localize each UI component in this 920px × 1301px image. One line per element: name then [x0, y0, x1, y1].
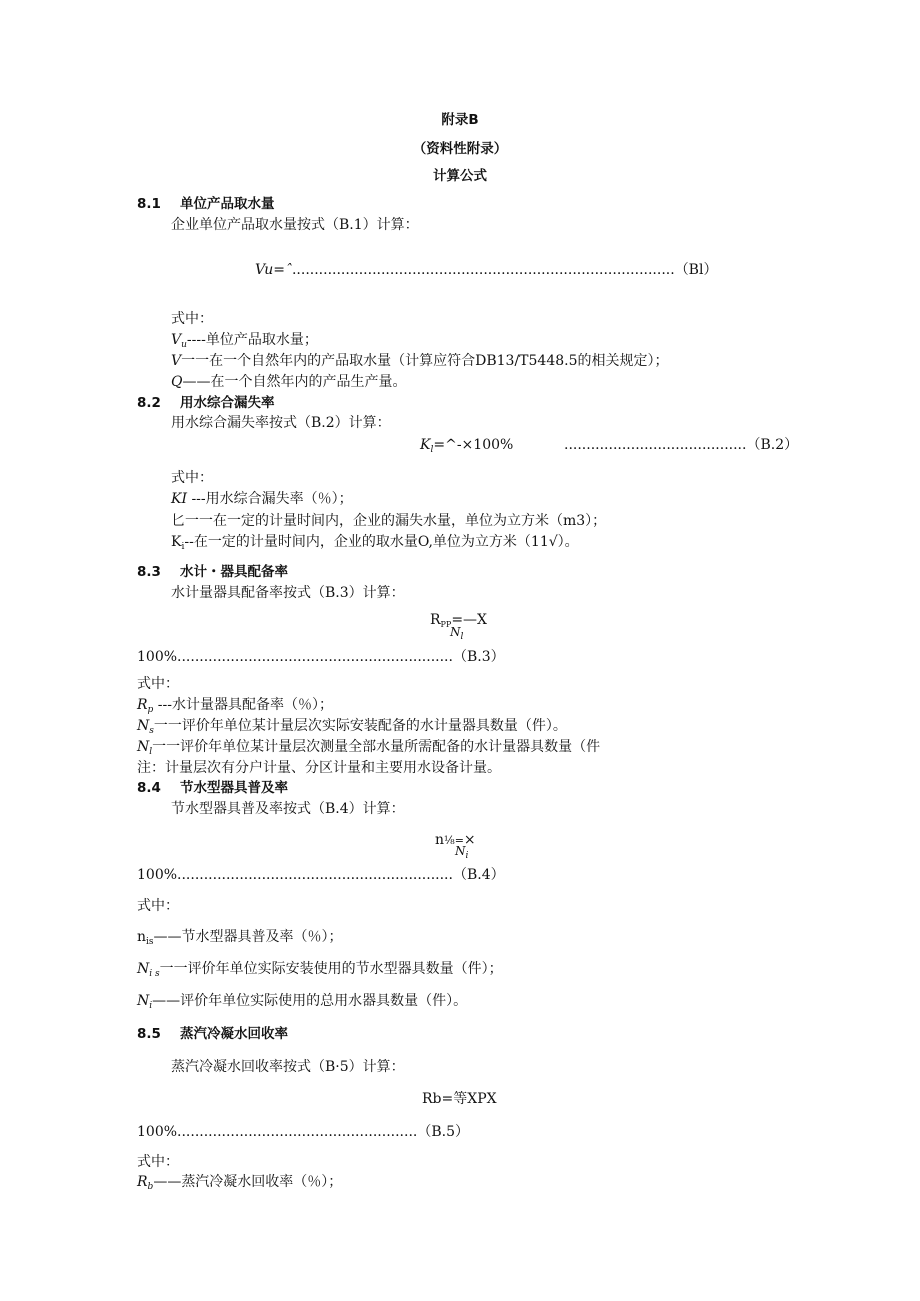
section-8-3-where: 式中：: [137, 676, 179, 692]
section-8-1-def-1: $V_u----$单位产品取水量；: [171, 332, 318, 350]
section-8-2-def-1: KI ---用水综合漏失率（％）；: [171, 491, 353, 507]
formula-b3-line2: 100%..............................................................（B.3）: [137, 649, 505, 665]
section-8-4-intro: 节水型器具普及率按式（B.4）计算：: [171, 801, 405, 817]
section-8-2-def-3: $K_i--$在一定的计量时间内，企业的取水量O,单位为立方米（11√）。: [171, 534, 579, 552]
formula-b4-leader: ..............................................................: [177, 867, 453, 883]
section-8-5-intro: 蒸汽冷凝水回收率按式（B·5）计算：: [171, 1059, 405, 1075]
section-8-4-def-1: $n_{is}——$节水型器具普及率（％）；: [137, 929, 343, 947]
formula-b5: Rb=等XPX: [422, 1091, 497, 1107]
section-8-3-def-2: $N_s$一一评价年单位某计量层次实际安装配备的水计量器具数量（件）。: [137, 718, 567, 736]
section-8-4-where: 式中：: [137, 898, 179, 914]
formulas-title: 计算公式: [433, 168, 487, 184]
formula-b4-line2: 100%..............................................................（B.4）: [137, 867, 505, 883]
section-8-1-intro: 企业单位产品取水量按式（B.1）计算：: [171, 217, 419, 233]
section-8-5-number: 8.5: [137, 1026, 161, 1042]
section-8-4-def-2: $N_{i s}$一一评价年单位实际安装使用的节水型器具数量（件）；: [137, 961, 503, 979]
formula-b1-expr: Vu=ˆ: [255, 262, 292, 278]
section-8-4-title: 节水型器具普及率: [180, 780, 288, 796]
section-8-3-number: 8.3: [137, 564, 161, 580]
section-8-2-def-2: 匕一一在一定的计量时间内，企业的漏失水量，单位为立方米（m3）；: [171, 513, 607, 529]
formula-b3-number: （B.3）: [452, 649, 505, 665]
section-8-1-def-3: Q——在一个自然年内的产品生产量。: [171, 374, 407, 390]
formula-b1-number: （Bl）: [674, 262, 718, 278]
section-8-3-def-3: $N_l$一一评价年单位某计量层次测量全部水量所需配备的水计量器具数量（件: [137, 739, 601, 757]
section-8-2-number: 8.2: [137, 395, 161, 411]
formula-b5-number: （B.5）: [417, 1124, 469, 1140]
formula-b5-leader: ......................................................: [177, 1124, 418, 1140]
formula-b3-leader: ..............................................................: [177, 649, 453, 665]
section-8-5-title: 蒸汽冷凝水回收率: [180, 1026, 288, 1042]
section-8-2-where: 式中：: [171, 470, 213, 486]
formula-b4-denominator: $N_i$: [455, 844, 469, 861]
section-8-1-where: 式中：: [171, 311, 213, 327]
formula-b2-tail: [564, 436, 798, 454]
section-8-4-def-3: $N_i——$评价年单位实际使用的总用水器具数量（件）。: [137, 993, 468, 1011]
section-8-3-note: 注：计量层次有分户计量、分区计量和主要用水设备计量。: [137, 760, 501, 776]
appendix-title: 附录B: [441, 112, 479, 128]
section-8-3-intro: 水计量器具配备率按式（B.3）计算：: [171, 585, 405, 601]
section-8-1-def-2: V一一在一个自然年内的产品取水量（计算应符合DB13/T5448.5的相关规定）；: [171, 353, 669, 369]
formula-b2-number: （B.2）: [746, 437, 799, 453]
section-8-3-def-1: $R_p$ ---水计量器具配备率（％）；: [137, 697, 333, 715]
formula-b1: [255, 261, 717, 279]
formula-b2: $K_l=\^{}-\times 100\%$: [420, 437, 514, 455]
section-8-2-intro: 用水综合漏失率按式（B.2）计算：: [171, 415, 391, 431]
section-8-1-number: 8.1: [137, 196, 161, 212]
formula-b1-leader: ......................................................................................: [291, 262, 675, 278]
formula-b4-number: （B.4）: [452, 867, 505, 883]
appendix-type: （资料性附录）: [412, 141, 508, 157]
formula-b3: $R_{PP}=—X$: [430, 612, 488, 629]
formula-b5-line2: 100%......................................................（B.5）: [137, 1124, 469, 1140]
section-8-5-def-1: $R_b——$蒸汽冷凝水回收率（％）；: [137, 1174, 343, 1192]
formula-b4: n⅛=×: [435, 832, 476, 848]
formula-b2-leader: .........................................: [564, 437, 747, 453]
section-8-5-where: 式中：: [137, 1154, 179, 1170]
section-8-4-number: 8.4: [137, 780, 161, 796]
section-8-1-title: 单位产品取水量: [180, 196, 275, 212]
formula-b3-denominator: $N_l$: [450, 625, 464, 642]
section-8-3-title: 水计・器具配备率: [180, 564, 288, 580]
section-8-2-title: 用水综合漏失率: [180, 395, 275, 411]
